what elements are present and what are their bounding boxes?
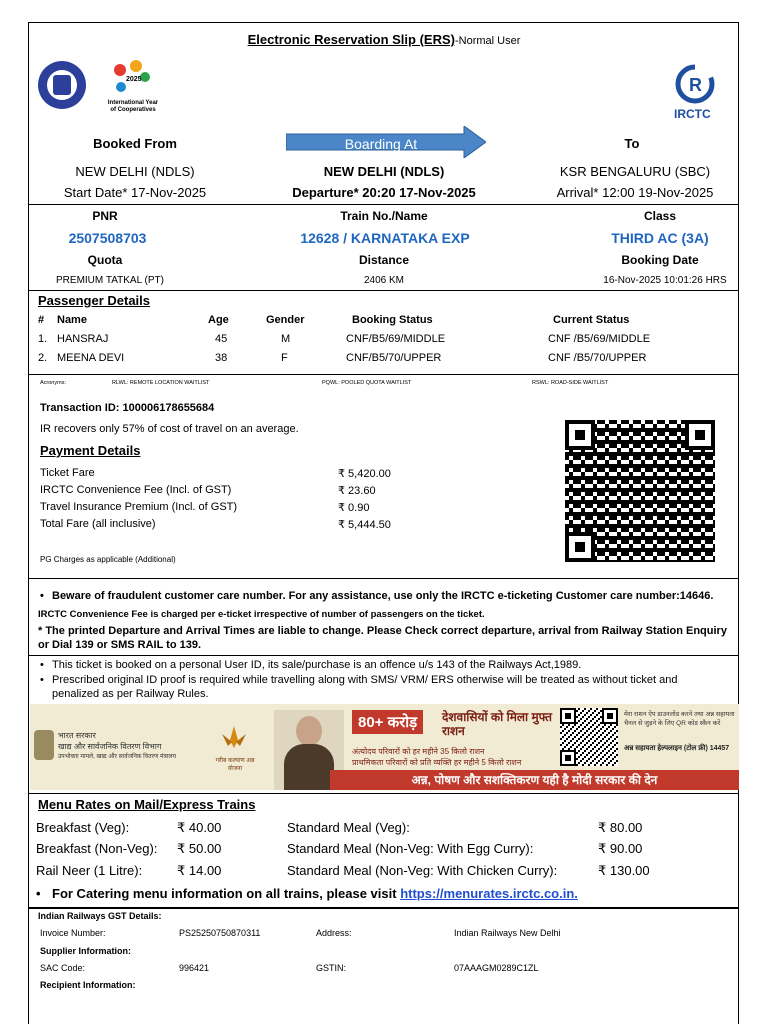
- payment-item-label: Ticket Fare: [40, 467, 95, 479]
- quota-value: PREMIUM TATKAL (PT): [56, 275, 164, 286]
- col-header-age: Age: [208, 314, 229, 326]
- menu-item-price: ₹ 40.00: [177, 820, 222, 835]
- col-header-no: #: [38, 314, 45, 326]
- bullet-icon: •: [36, 886, 41, 901]
- irctc-logo: [672, 64, 718, 104]
- row-age: 45: [215, 333, 228, 345]
- payment-item-value: ₹ 23.60: [338, 485, 376, 497]
- gst-title: Indian Railways GST Details:: [38, 911, 162, 921]
- acronym-rlwl: RLWL: REMOTE LOCATION WAITLIST: [112, 380, 210, 386]
- divider: [28, 907, 739, 909]
- row-name: MEENA DEVI: [57, 352, 125, 364]
- address-label: Address:: [316, 928, 352, 938]
- sac-value: 996421: [179, 963, 210, 973]
- personal-id-notice: • This ticket is booked on a personal User ID, its sale/purchase is an offence u/s 143 of the Railways Act,1989.: [40, 659, 582, 671]
- banner-helpline: अन्न सहायता हेल्पलाइन (टोल फ्री) 14457: [624, 745, 730, 752]
- from-station: NEW DELHI (NDLS): [75, 164, 195, 179]
- transaction-id: Transaction ID: 100006178655684: [40, 402, 215, 414]
- banner-gov-line2: खाद्य और सार्वजनिक वितरण विभाग: [58, 742, 162, 751]
- banner-scheme-name: गरीब कल्याण अन्न योजना: [215, 758, 255, 772]
- row-booking-status: CNF/B5/69/MIDDLE: [346, 333, 446, 345]
- row-no: 2.: [38, 352, 48, 364]
- booking-date-value: 16-Nov-2025 10:01:26 HRS: [603, 275, 727, 286]
- menu-item-label: Rail Neer (1 Litre):: [36, 863, 143, 878]
- banner-app-text: मेरा राशन ऐप डाउनलोड करने तथा अन्न सहायता चैनल से जुड़ने के लिए QR कोड स्कैन करें: [624, 711, 735, 727]
- pg-charges-note: PG Charges as applicable (Additional): [40, 555, 176, 564]
- train-value: 12628 / KARNATAKA EXP: [300, 230, 470, 246]
- col-header-gender: Gender: [266, 314, 305, 326]
- address-value: Indian Railways New Delhi: [454, 928, 561, 938]
- timing-notice: * The printed Departure and Arrival Times are liable to change. Please Check correct departure, arrival from Railway Station Enquiry or Dial 139 or SMS RAIL to 139.: [38, 625, 727, 651]
- payment-details-title: Payment Details: [40, 443, 141, 458]
- menu-item-price: ₹ 80.00: [598, 820, 643, 835]
- menu-item-label: Breakfast (Non-Veg):: [36, 841, 158, 856]
- menu-item-price: ₹ 14.00: [177, 863, 222, 878]
- col-header-current-status: Current Status: [553, 314, 630, 326]
- divider: [28, 655, 739, 656]
- divider: [28, 290, 739, 291]
- menu-rates-title: Menu Rates on Mail/Express Trains: [38, 797, 256, 812]
- boarding-station: NEW DELHI (NDLS): [323, 164, 445, 179]
- banner-headline2: देशवासियों को मिला मुफ्त राशन: [442, 710, 552, 738]
- row-current-status: CNF /B5/70/UPPER: [548, 352, 647, 364]
- banner-gov-line3: उपभोक्ता मामले, खाद्य और सार्वजनिक वितरण मंत्रालय: [58, 754, 176, 760]
- train-label: Train No./Name: [340, 209, 428, 223]
- row-booking-status: CNF/B5/70/UPPER: [346, 352, 442, 364]
- payment-item-label: Travel Insurance Premium (Incl. of GST): [40, 501, 238, 513]
- svg-text:R: R: [689, 75, 702, 95]
- booking-date-label: Booking Date: [621, 253, 699, 267]
- menu-item-label: Standard Meal (Non-Veg: With Egg Curry):: [287, 841, 534, 856]
- departure-time: Departure* 20:20 17-Nov-2025: [292, 185, 476, 200]
- row-gender: M: [281, 333, 291, 345]
- divider: [28, 204, 739, 205]
- catering-info: [36, 886, 578, 901]
- class-value: THIRD AC (3A): [611, 230, 709, 246]
- payment-item-value: ₹ 0.90: [338, 502, 370, 514]
- banner-line2: प्राथमिकता परिवारों को प्रति व्यक्ति हर महीने 5 किलो राशन: [352, 758, 522, 767]
- convenience-fee-notice: IRCTC Convenience Fee is charged per e-ticket irrespective of number of passengers on the ticket.: [38, 609, 485, 620]
- row-gender: F: [281, 352, 288, 364]
- irctc-wordmark: IRCTC: [674, 107, 711, 121]
- arrival-time: Arrival* 12:00 19-Nov-2025: [556, 185, 714, 200]
- fraud-notice: • Beware of fraudulent customer care number. For any assistance, use only the IRCTC e-ticketing Customer care number:14646.: [40, 590, 714, 602]
- supplier-label: Supplier Information:: [40, 946, 131, 956]
- menu-item-price: ₹ 90.00: [598, 841, 643, 856]
- sac-label: SAC Code:: [40, 963, 86, 973]
- indian-railways-logo: [38, 61, 86, 109]
- catering-link[interactable]: https://menurates.irctc.co.in.: [400, 886, 578, 901]
- payment-item-label: IRCTC Convenience Fee (Incl. of GST): [40, 484, 232, 496]
- bullet-icon: •: [40, 659, 44, 671]
- col-header-booking-status: Booking Status: [352, 314, 433, 326]
- distance-value: 2406 KM: [363, 275, 405, 286]
- gstin-value: 07AAAGM0289C1ZL: [454, 963, 539, 973]
- banner-headline: 80+ करोड़: [352, 710, 423, 734]
- to-station: KSR BENGALURU (SBC): [559, 164, 711, 179]
- payment-item-label: Total Fare (all inclusive): [40, 518, 156, 530]
- ticket-qr-code: [565, 420, 715, 562]
- coop-year-caption: International Year of Cooperatives: [107, 100, 159, 113]
- invoice-label: Invoice Number:: [40, 928, 106, 938]
- ers-title-row: [0, 31, 768, 49]
- banner-qr-code: [560, 708, 618, 766]
- acronym-rswl: RSWL: ROAD-SIDE WAITLIST: [532, 380, 609, 386]
- banner-line1: अंत्योदय परिवारों को हर महीने 35 किलो राशन: [352, 747, 485, 756]
- divider: [28, 578, 739, 579]
- id-proof-notice: • Prescribed original ID proof is required while travelling along with SMS/ VRM/ ERS otherwise will be treated as without ticket and penalized as per Railway Rules.: [40, 674, 678, 700]
- divider: [28, 793, 739, 794]
- gstin-label: GSTIN:: [316, 963, 347, 973]
- row-current-status: CNF /B5/69/MIDDLE: [548, 333, 651, 345]
- scheme-logo-icon: [220, 726, 248, 748]
- col-header-name: Name: [57, 314, 87, 326]
- ration-scheme-banner: [30, 704, 739, 790]
- pnr-label: PNR: [92, 209, 118, 223]
- row-no: 1.: [38, 333, 48, 345]
- ers-subtitle: -Normal User: [454, 35, 521, 47]
- emblem-icon: [34, 730, 54, 760]
- menu-item-label: Standard Meal (Non-Veg: With Chicken Curry):: [287, 863, 558, 878]
- row-age: 38: [215, 352, 228, 364]
- acronyms-label: Acronyms:: [40, 380, 66, 386]
- start-date: Start Date* 17-Nov-2025: [63, 185, 207, 200]
- menu-item-label: Breakfast (Veg):: [36, 820, 130, 835]
- pnr-value: 2507508703: [68, 230, 147, 246]
- divider: [28, 374, 739, 375]
- recovery-note: IR recovers only 57% of cost of travel on an average.: [40, 423, 299, 435]
- payment-item-value: ₹ 5,420.00: [338, 468, 391, 480]
- invoice-value: PS25250750870311: [179, 928, 261, 938]
- banner-footer: अन्न, पोषण और सशक्तिकरण यही है मोदी सरकार की देन: [330, 770, 739, 790]
- ers-title: Electronic Reservation Slip (ERS): [247, 32, 455, 47]
- banner-gov-line1: भारत सरकार: [58, 731, 96, 740]
- menu-item-price: ₹ 50.00: [177, 841, 222, 856]
- recipient-label: Recipient Information:: [40, 980, 136, 990]
- booked-from-label: Booked From: [93, 136, 177, 151]
- passenger-details-title: Passenger Details: [38, 293, 151, 308]
- distance-label: Distance: [358, 253, 410, 267]
- bullet-icon: •: [40, 590, 44, 602]
- payment-item-value: ₹ 5,444.50: [338, 519, 391, 531]
- bullet-icon: •: [40, 674, 44, 686]
- quota-label: Quota: [87, 253, 123, 267]
- menu-item-price: ₹ 130.00: [598, 863, 650, 878]
- to-label: To: [624, 136, 640, 151]
- row-name: HANSRAJ: [57, 333, 109, 345]
- menu-item-label: Standard Meal (Veg):: [287, 820, 410, 835]
- catering-text: For Catering menu information on all trains, please visit: [52, 886, 401, 901]
- coop-year-logo: 2025: [112, 60, 152, 100]
- acronym-pqwl: PQWL: POOLED QUOTA WAITLIST: [322, 380, 412, 386]
- class-label: Class: [643, 209, 677, 223]
- boarding-at-label: Boarding At: [344, 136, 418, 152]
